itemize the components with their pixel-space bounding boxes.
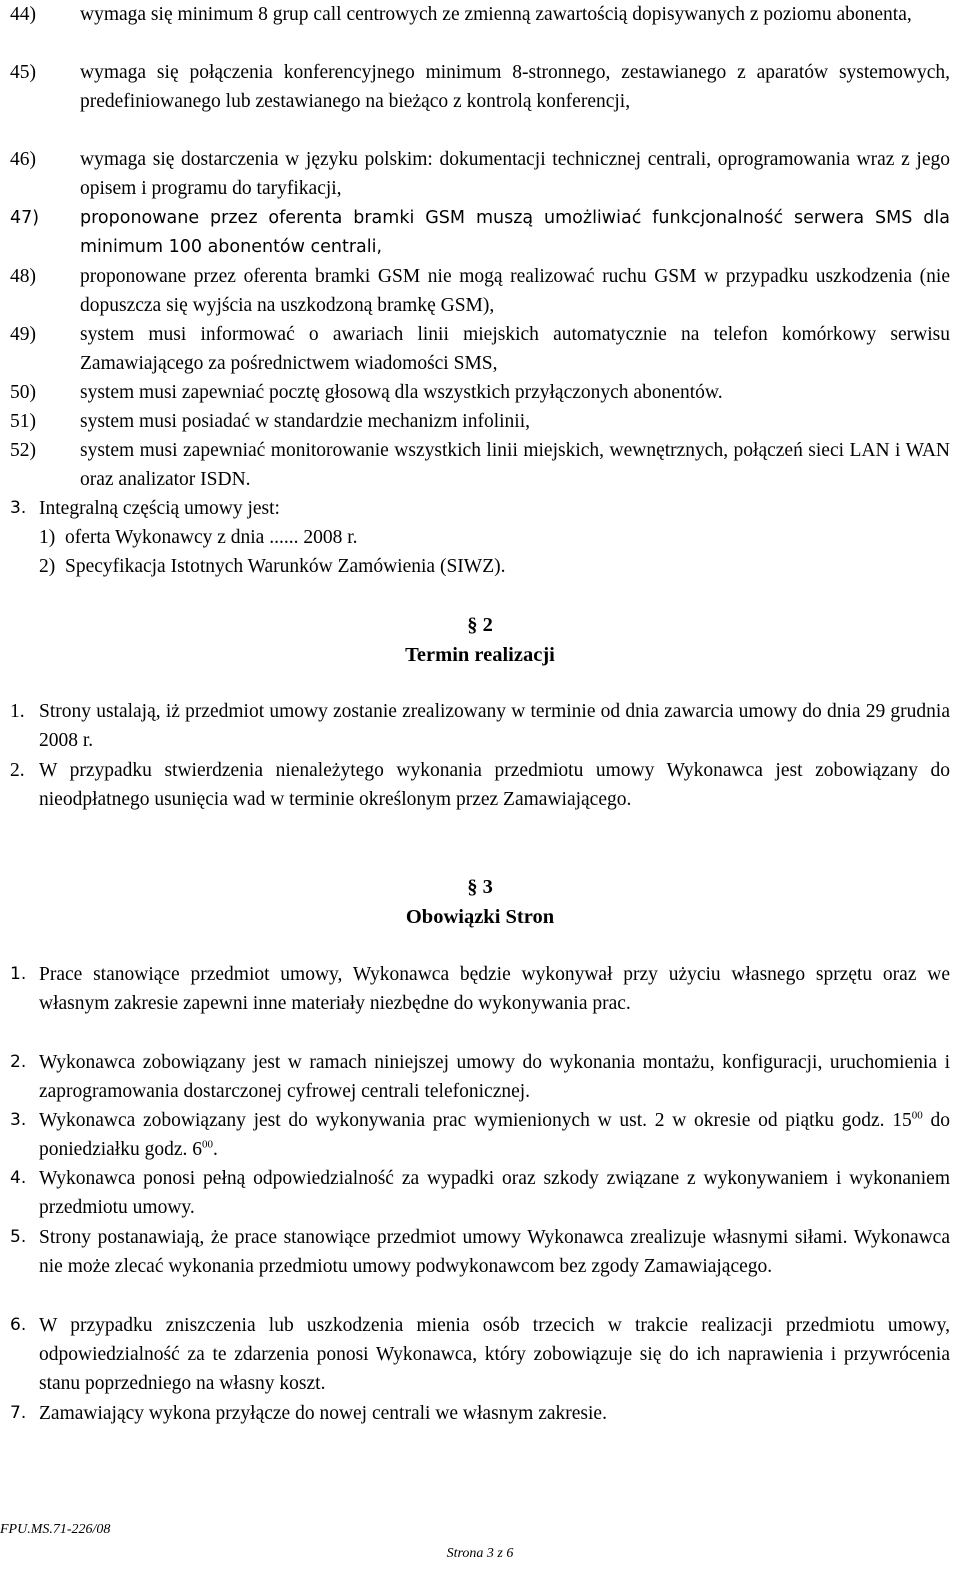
footer-page-number: Strona 3 z 6 (446, 1546, 514, 1561)
item-text: system musi zapewniać monitorowanie wszystkich linii miejskich, wewnętrznych, połączeń sieci LAN i WAN oraz analizator ISDN. (80, 440, 950, 490)
section-3-item-5 (10, 1223, 950, 1281)
sub-number: 1) (39, 527, 56, 548)
item-number: 3. (10, 1110, 27, 1130)
point-3-sub-1 (10, 523, 950, 552)
item-text: Wykonawca zobowiązany jest do wykonywania prac wymienionych w ust. 2 w okresie od piątku godz. $15^{00}$ do poniedziałku godz. $6^{00}$. (39, 1109, 951, 1160)
list-item-50 (10, 378, 950, 407)
list-item-47 (10, 204, 950, 262)
point-number: 3. (10, 498, 27, 518)
section-2-item-2 (10, 756, 950, 814)
list-item-48 (10, 262, 950, 320)
item-text: wymaga się dostarczenia w języku polskim: dokumentacji technicznej centrali, oprogramowania wraz z jego opisem i programu do taryfikacji, (80, 149, 950, 199)
section-3-title: Obowiązki Stron (405, 906, 555, 928)
list-item-46 (10, 145, 950, 203)
section-3-item-3 (10, 1106, 950, 1164)
item-text: proponowane przez oferenta bramki GSM nie mogą realizować ruchu GSM w przypadku uszkodzenia (nie dopuszcza się wyjścia na uszkodzoną bramkę GSM), (80, 266, 950, 316)
item-number: 6. (10, 1315, 27, 1335)
item-number: 4. (10, 1168, 27, 1188)
section-3-symbol: § 3 (467, 876, 493, 898)
point-3-sub-2 (10, 552, 950, 581)
item-text: W przypadku zniszczenia lub uszkodzenia mienia osób trzecich w trakcie realizacji przedmiotu umowy, odpowiedzialność za te zdarzenia ponosi Wykonawca, który zobowiązuje się do ich naprawienia i przywrócenia stanu poprzedniego na własny koszt. (39, 1315, 950, 1394)
list-item-49 (10, 320, 950, 378)
item-number: 49) (10, 324, 36, 345)
item-text: wymaga się minimum 8 grup call centrowych ze zmienną zawartością dopisywanych z poziomu abonenta, (80, 4, 912, 25)
item-number: 2. (10, 1052, 27, 1072)
list-item-44 (10, 0, 950, 29)
item-text: W przypadku stwierdzenia nienależytego wykonania przedmiotu umowy Wykonawca jest zobowiązany do nieodpłatnego usunięcia wad w terminie określonym przez Zamawiającego. (39, 760, 950, 810)
list-item-52 (10, 436, 950, 494)
list-item-51 (10, 407, 950, 436)
item-text: proponowane przez oferenta bramki GSM muszą umożliwiać funkcjonalność serwera SMS dla minimum 100 abonentów centrali, (80, 208, 950, 257)
section-2-item-1 (10, 697, 950, 755)
item-number: 5. (10, 1227, 27, 1247)
item-text: Prace stanowiące przedmiot umowy, Wykonawca będzie wykonywał przy użyciu własnego sprzętu oraz we własnym zakresie zapewni inne materiały niezbędne do wykonywania prac. (39, 964, 950, 1014)
item-text: system musi zapewniać pocztę głosową dla wszystkich przyłączonych abonentów. (80, 382, 723, 403)
item-text: system musi posiadać w standardzie mechanizm infolinii, (80, 411, 531, 432)
item-text: system musi informować o awariach linii miejskich automatycznie na telefon komórkowy serwisu Zamawiającego za pośrednictwem wiadomości SMS, (80, 324, 950, 374)
item-text: Wykonawca ponosi pełną odpowiedzialność za wypadki oraz szkody związane z wykonywaniem i wykonaniem przedmiotu umowy. (39, 1168, 950, 1218)
footer-reference: FPU.MS.71-226/08 (0, 1522, 111, 1537)
item-text: Strony ustalają, iż przedmiot umowy zostanie zrealizowany w terminie od dnia zawarcia umowy do dnia 29 grudnia 2008 r. (39, 701, 950, 751)
point-text: Integralną częścią umowy jest: (39, 498, 280, 519)
section-3-item-6 (10, 1311, 950, 1398)
point-3 (10, 494, 950, 523)
item-number: 1. (10, 964, 27, 984)
sub-number: 2) (39, 556, 56, 577)
item-number: 1. (10, 701, 25, 722)
section-3-item-4 (10, 1164, 950, 1222)
item-text: Strony postanawiają, że prace stanowiące przedmiot umowy Wykonawca zrealizuje własnymi siłami. Wykonawca nie może zlecać wykonania przedmiotu umowy podwykonawcom bez zgody Zamawiającego. (39, 1227, 950, 1277)
sub-text: Specyfikacja Istotnych Warunków Zamówienia (SIWZ). (65, 556, 506, 577)
item-text: Wykonawca zobowiązany jest w ramach niniejszej umowy do wykonania montażu, konfiguracji, uruchomienia i zaprogramowania dostarczonej cyfrowej centrali telefonicznej. (39, 1052, 950, 1102)
section-3-item-2 (10, 1048, 950, 1106)
section-3-item-1 (10, 960, 950, 1018)
item-number: 51) (10, 411, 36, 432)
list-item-45 (10, 58, 950, 116)
item-number: 44) (10, 4, 36, 25)
item-number: 7. (10, 1403, 27, 1423)
item-number: 2. (10, 760, 25, 781)
item-number: 47) (10, 208, 40, 228)
item-number: 52) (10, 440, 36, 461)
item-number: 50) (10, 382, 36, 403)
item-number: 45) (10, 62, 36, 83)
item-number: 46) (10, 149, 36, 170)
section-2-symbol: § 2 (467, 614, 493, 636)
item-text: Zamawiający wykona przyłącze do nowej centrali we własnym zakresie. (39, 1403, 607, 1424)
section-2-title: Termin realizacji (405, 644, 555, 666)
section-3-item-7 (10, 1399, 950, 1428)
sub-text: oferta Wykonawcy z dnia ...... 2008 r. (65, 527, 358, 548)
item-text: wymaga się połączenia konferencyjnego minimum 8-stronnego, zestawianego z aparatów systemowych, predefiniowanego lub zestawianego na bieżąco z kontrolą konferencji, (80, 62, 950, 112)
item-number: 48) (10, 266, 36, 287)
